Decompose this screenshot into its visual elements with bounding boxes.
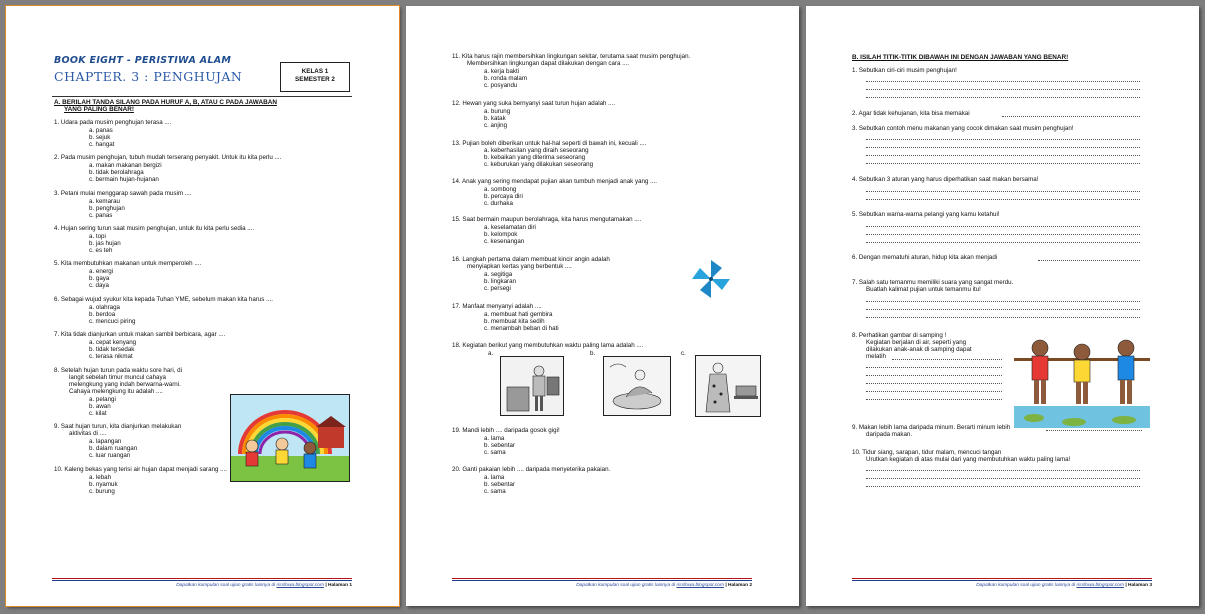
- option[interactable]: a. kerja bakti: [484, 68, 520, 75]
- footer-link[interactable]: rissfowa.blogspot.com: [676, 583, 724, 588]
- essay-question-8-line: Kegiatan berjalan di air, seperti yang: [866, 339, 967, 346]
- essay-question-8-line: dilakukan anak-anak di samping dapat: [866, 346, 972, 353]
- answer-line[interactable]: [866, 199, 1140, 200]
- option[interactable]: c. anjing: [484, 122, 508, 129]
- rainbow-children-picture: [230, 394, 350, 482]
- page-number: Halaman 1: [328, 583, 352, 588]
- essay-question-3: 3. Sebutkan contoh menu makanan yang cocok dimakan saat musim penghujan!: [852, 125, 1074, 132]
- option[interactable]: b.: [590, 350, 596, 357]
- kelas-label: KELAS 1: [301, 68, 329, 75]
- pinwheel-icon: [690, 258, 732, 300]
- question-11-line: Membersihkan lingkungan dapat dilakukan dengan cara ....: [467, 60, 630, 67]
- page-3: [806, 6, 1199, 606]
- question-7: 7. Kita tidak dianjurkan untuk makan sambil berbicara, agar ....: [54, 331, 226, 338]
- answer-line[interactable]: [866, 242, 1140, 243]
- question-16-line: menyiapkan kertas yang berbentuk ....: [467, 263, 572, 270]
- answer-line[interactable]: [866, 391, 1002, 392]
- page-number: Halaman 3: [1128, 583, 1152, 588]
- answer-line[interactable]: [866, 163, 1140, 164]
- option[interactable]: a. segitiga: [484, 271, 513, 278]
- question-8-line: melengkung yang indah berwarna-warni.: [69, 381, 181, 388]
- option[interactable]: a. burung: [484, 108, 511, 115]
- book-title: BOOK EIGHT - PERISTIWA ALAM: [54, 55, 232, 66]
- option[interactable]: c. burung: [89, 488, 115, 495]
- page-footer: [52, 578, 352, 590]
- answer-line[interactable]: [866, 97, 1140, 98]
- question-6: 6. Sebagai wujud syukur kita kepada Tuhan YME, sebelum makan kita harus ....: [54, 296, 273, 303]
- kelas-box: [280, 62, 350, 92]
- essay-question-10-line: Urutkan kegiatan di atas mulai dari yang membutuhkan waktu paling lama!: [866, 456, 1071, 463]
- option[interactable]: b. berdoa: [89, 311, 116, 318]
- answer-line[interactable]: [866, 234, 1140, 235]
- option[interactable]: c. persegi: [484, 285, 511, 292]
- answer-line[interactable]: [866, 191, 1140, 192]
- option[interactable]: b. sejuk: [89, 134, 111, 141]
- option[interactable]: c. sama: [484, 449, 506, 456]
- essay-question-6: 6. Dengan mematuhi aturan, hidup kita akan menjadi: [852, 254, 998, 261]
- answer-line[interactable]: [866, 226, 1140, 227]
- option[interactable]: c. bermain hujan-hujanan: [89, 176, 159, 183]
- option[interactable]: b. sebentar: [484, 481, 515, 488]
- footer-link[interactable]: rissfowa.blogspot.com: [1076, 583, 1124, 588]
- children-walking-picture: [1014, 328, 1150, 436]
- option[interactable]: b. kelompok: [484, 231, 518, 238]
- answer-line[interactable]: [866, 383, 1002, 384]
- answer-line[interactable]: [866, 301, 1140, 302]
- answer-line[interactable]: [866, 81, 1140, 82]
- question-17: 17. Manfaat menyanyi adalah ....: [452, 303, 542, 310]
- essay-question-8: 8. Perhatikan gambar di samping !: [852, 332, 947, 339]
- chapter-title: CHAPTER. 3 : PENGHUJAN: [54, 69, 243, 84]
- question-19: 19. Mandi lebih .... daripada gosok gigi!: [452, 427, 560, 434]
- answer-line[interactable]: [866, 486, 1140, 487]
- option[interactable]: a.: [488, 350, 494, 357]
- section-a-heading: A. BERILAH TANDA SILANG PADA HURUF A, B, ATAU C PADA JAWABAN: [54, 99, 277, 106]
- answer-line[interactable]: [866, 367, 1002, 368]
- essay-question-10: 10. Tidur siang, sarapan, tidur malam, mencuci tangan: [852, 449, 1002, 456]
- option[interactable]: c. kesenangan: [484, 238, 525, 245]
- option[interactable]: a. lama: [484, 435, 505, 442]
- question-10: 10. Kaleng bekas yang terisi air hujan dapat menjadi sarang ....: [54, 466, 228, 473]
- answer-line[interactable]: [866, 147, 1140, 148]
- page-footer: [852, 578, 1152, 590]
- answer-line[interactable]: [1038, 260, 1140, 261]
- answer-line[interactable]: [1046, 430, 1142, 431]
- option[interactable]: c. luar ruangan: [89, 452, 131, 459]
- page-2: [406, 6, 799, 606]
- question-18: 18. Kegiatan berikut yang membutuhkan waktu paling lama adalah ....: [452, 342, 644, 349]
- section-a-heading-2: YANG PALING BENAR!: [64, 106, 134, 113]
- option[interactable]: c. posyandu: [484, 82, 518, 89]
- option[interactable]: a. membuat hati gembira: [484, 311, 553, 318]
- answer-line[interactable]: [866, 155, 1140, 156]
- option[interactable]: a. keberhasilan yang diraih seseorang: [484, 147, 589, 154]
- option[interactable]: a. energi: [89, 268, 114, 275]
- essay-question-4: 4. Sebutkan 3 aturan yang harus diperhatikan saat makan bersama!: [852, 176, 1039, 183]
- option[interactable]: a. lapangan: [89, 438, 122, 445]
- question-1: 1. Udara pada musim penghujan terasa ....: [54, 119, 172, 126]
- option[interactable]: c. daya: [89, 282, 109, 289]
- option[interactable]: c. mencuci piring: [89, 318, 136, 325]
- option[interactable]: a. lebah: [89, 474, 112, 481]
- option[interactable]: a. olahraga: [89, 304, 120, 311]
- option[interactable]: b. ronda malam: [484, 75, 527, 82]
- footer-text: Dapatkan kumpulan soal ujian gratis lainnya di: [176, 583, 277, 588]
- question-2: 2. Pada musim penghujan, tubuh mudah terserang penyakit. Untuk itu kita perlu ....: [54, 154, 282, 161]
- footer-sep: |: [723, 583, 728, 588]
- essay-question-8-line: melatih: [866, 353, 886, 360]
- option[interactable]: b. sebentar: [484, 442, 515, 449]
- section-b-heading: B. ISILAH TITIK-TITIK DIBAWAH INI DENGAN JAWABAN YANG BENAR!: [852, 54, 1069, 61]
- question-8: 8. Setelah hujan turun pada waktu sore hari, di: [54, 367, 182, 374]
- answer-line[interactable]: [892, 359, 1002, 360]
- option[interactable]: c. menambah beban di hati: [484, 325, 559, 332]
- footer-text: Dapatkan kumpulan soal ujian gratis lainnya di: [576, 583, 677, 588]
- answer-line[interactable]: [866, 309, 1140, 310]
- option[interactable]: c. durhaka: [484, 200, 513, 207]
- option[interactable]: b. gaya: [89, 275, 110, 282]
- question-8-line: Cahaya melengkung itu adalah ....: [69, 388, 163, 395]
- question-9: 9. Saat hujan turun, kita dianjurkan melakukan: [54, 423, 182, 430]
- answer-line[interactable]: [866, 317, 1140, 318]
- question-3: 3. Petani mulai menggarap sawah pada musim ....: [54, 190, 192, 197]
- question-4: 4. Hujan sering turun saat musim penghujan, untuk itu kita perlu sedia ....: [54, 225, 255, 232]
- footer-sep: |: [1123, 583, 1128, 588]
- page-number: Halaman 2: [728, 583, 752, 588]
- answer-line[interactable]: [866, 139, 1140, 140]
- question-11: 11. Kita harus rajin membersihkan lingkungan sekitar, terutama saat musim penghujan.: [452, 53, 691, 60]
- semester-label: SEMESTER 2: [295, 76, 335, 83]
- option[interactable]: c. kilat: [89, 410, 107, 417]
- option[interactable]: b. nyamuk: [89, 481, 118, 488]
- question-13: 13. Pujian boleh diberikan untuk hal-hal seperti di bawah ini, kecuali ....: [452, 140, 647, 147]
- activity-picture-a: [500, 356, 564, 416]
- page-1: [6, 6, 399, 606]
- activity-picture-c: [695, 355, 761, 417]
- footer-link[interactable]: rissfowa.blogspot.com: [276, 583, 324, 588]
- option[interactable]: b. penghujan: [89, 205, 125, 212]
- activity-picture-b: [603, 356, 671, 416]
- question-12: 12. Hewan yang suka bernyanyi saat turun hujan adalah ....: [452, 100, 616, 107]
- option[interactable]: b. membuat kita sedih: [484, 318, 545, 325]
- option[interactable]: a. makan makanan bergizi: [89, 162, 162, 169]
- answer-line[interactable]: [866, 399, 1002, 400]
- option[interactable]: b. jas hujan: [89, 240, 121, 247]
- answer-line[interactable]: [866, 89, 1140, 90]
- question-8-line: langit sebelah timur muncul cahaya: [69, 374, 166, 381]
- option[interactable]: a. kemarau: [89, 198, 120, 205]
- option[interactable]: c. hangat: [89, 141, 115, 148]
- footer-text: Dapatkan kumpulan soal ujian gratis lainnya di: [976, 583, 1077, 588]
- question-5: 5. Kita membutuhkan makanan untuk memperoleh ....: [54, 260, 202, 267]
- option[interactable]: a. sombong: [484, 186, 517, 193]
- option[interactable]: b. dalam ruangan: [89, 445, 138, 452]
- option[interactable]: b. tidak tersedak: [89, 346, 135, 353]
- question-14: 14. Anak yang sering mendapat pujian akan tumbuh menjadi anak yang ....: [452, 178, 658, 185]
- option[interactable]: b. kebaikan yang diterima seseorang: [484, 154, 586, 161]
- option[interactable]: a. lama: [484, 474, 505, 481]
- question-16: 16. Langkah pertama dalam membuat kincir angin adalah: [452, 256, 610, 263]
- option[interactable]: a. keselamatan diri: [484, 224, 536, 231]
- option[interactable]: b. awan: [89, 403, 111, 410]
- answer-line[interactable]: [866, 375, 1002, 376]
- option[interactable]: c. es teh: [89, 247, 113, 254]
- essay-question-1: 1. Sebutkan ciri-ciri musim penghujan!: [852, 67, 957, 74]
- option[interactable]: b. tidak berolahraga: [89, 169, 144, 176]
- option[interactable]: c. panas: [89, 212, 113, 219]
- option[interactable]: c. sama: [484, 488, 506, 495]
- option[interactable]: b. katak: [484, 115, 506, 122]
- essay-question-7: 7. Salah satu temanmu memiliki suara yang sangat merdu.: [852, 279, 1014, 286]
- option[interactable]: a. pelangi: [89, 396, 116, 403]
- answer-line[interactable]: [866, 478, 1140, 479]
- option[interactable]: a. panas: [89, 127, 113, 134]
- question-20: 20. Ganti pakaian lebih .... daripada menyeterika pakaian.: [452, 466, 611, 473]
- essay-question-5: 5. Sebutkan warna-warna pelangi yang kamu ketahui!: [852, 211, 1000, 218]
- header-divider: [52, 96, 352, 97]
- answer-line[interactable]: [866, 470, 1140, 471]
- footer-sep: |: [323, 583, 328, 588]
- option[interactable]: b. lingkaran: [484, 278, 516, 285]
- essay-question-7-line: Buatlah kalimat pujian untuk temanmu itu!: [866, 286, 981, 293]
- option[interactable]: a. cepat kenyang: [89, 339, 137, 346]
- question-15: 15. Saat bermain maupun berolahraga, kita harus mengutamakan ....: [452, 216, 642, 223]
- question-9-line: aktivitas di ....: [69, 430, 107, 437]
- essay-question-9: 9. Makan lebih lama daripada minum. Berarti minum lebih: [852, 424, 1011, 431]
- option[interactable]: b. percaya diri: [484, 193, 523, 200]
- option[interactable]: a. topi: [89, 233, 106, 240]
- option[interactable]: c.: [681, 350, 686, 357]
- option[interactable]: c. terasa nikmat: [89, 353, 133, 360]
- answer-line[interactable]: [1002, 116, 1140, 117]
- page-footer: [452, 578, 752, 590]
- essay-question-9-line: daripada makan.: [866, 431, 913, 438]
- essay-question-2: 2. Agar tidak kehujanan, kita bisa memakai: [852, 110, 970, 117]
- option[interactable]: c. keburukan yang dilakukan seseorang: [484, 161, 594, 168]
